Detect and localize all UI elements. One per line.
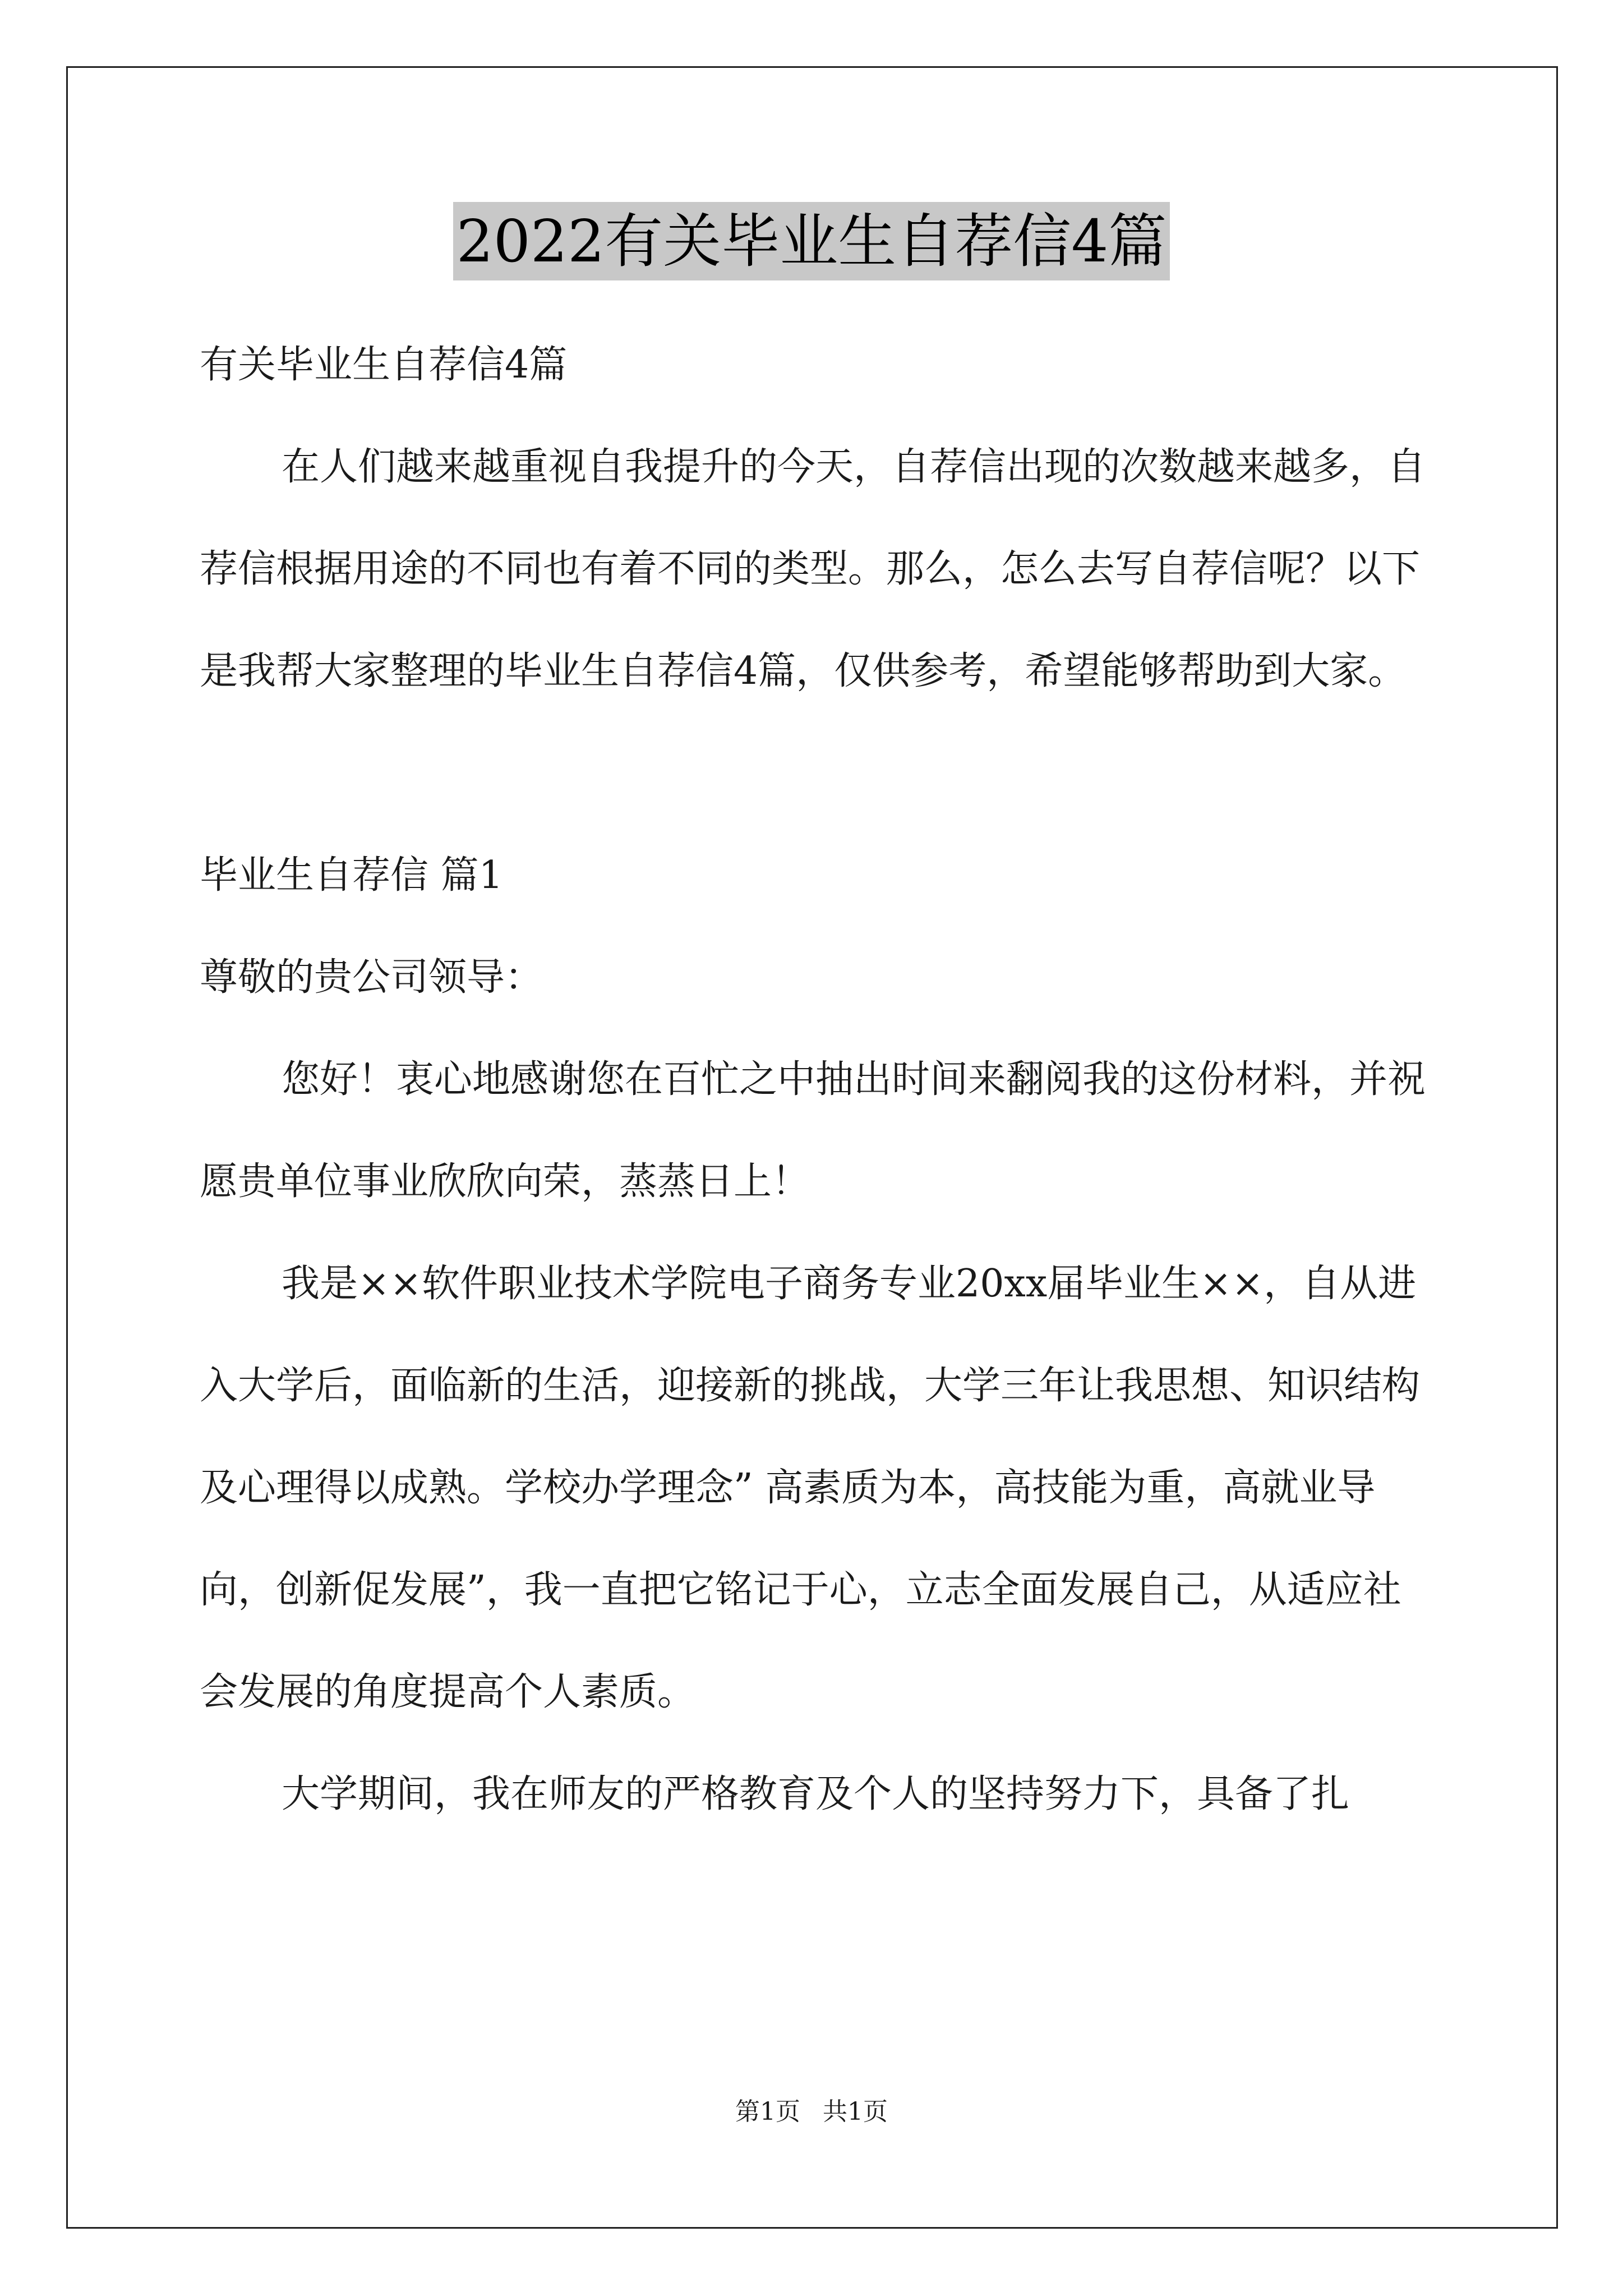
page-number: 第1页 [735,2097,800,2126]
self-intro-paragraph: 我是××软件职业技术学院电子商务专业20xx届毕业生××，自从进入大学后，面临新的生活，迎接新的挑战，大学三年让我思想、知识结构及心理得以成熟。学校办学理念” 高素质为本，高技能为重，高就业导向，创新促发展”，我一直把它铭记于心，立志全面发展自己，从适应社会发展的角度提高个人素质。 [200,1262,1421,1714]
greeting-paragraph: 您好！衷心地感谢您在百忙之中抽出时间来翻阅我的这份材料，并祝愿贵单位事业欣欣向荣，蒸蒸日上！ [200,1057,1426,1204]
paragraph-gap [200,723,1433,825]
university-paragraph: 大学期间，我在师友的严格教育及个人的坚持努力下，具备了扎 [282,1772,1350,1816]
document-body [200,314,1433,1846]
page-total: 共1页 [823,2097,888,2126]
salutation-paragraph: 尊敬的贵公司领导： [200,955,543,1000]
document-title [0,202,1623,280]
document-title-text: 2022有关毕业生自荐信4篇 [453,202,1170,280]
section-heading: 毕业生自荐信 篇1 [200,853,503,898]
intro-paragraph: 在人们越来越重视自我提升的今天，自荐信出现的次数越来越多，自荐信根据用途的不同也有着不同的类型。那么，怎么去写自荐信呢？以下是我帮大家整理的毕业生自荐信4篇，仅供参考，希望能够帮助到大家。 [200,445,1426,693]
subtitle-paragraph: 有关毕业生自荐信4篇 [200,343,568,387]
page-footer [0,2091,1623,2127]
